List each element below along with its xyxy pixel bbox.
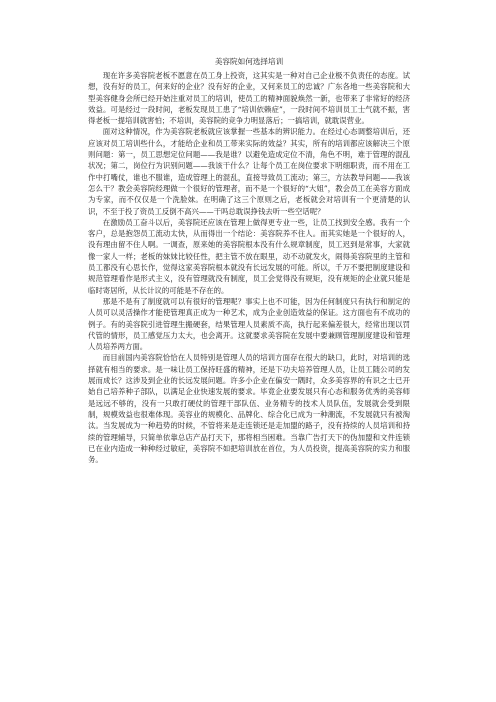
paragraph-3: 在激励员工奋斗以后，美容院还应该在管理上做得更专业一些，让员工找到安全感。我有一个客户，总是抱怨员工流动太快，从而得出一个结论：美容院养不住人。而其实她是一个很好的人，没有理由留不住人啊。一调查，原来她的美容院根本没有什么规章制度，员工迟到是常事，大家就像一家人一样；老板的妹妹比较任性，把主管不放在眼里，动不动就发火，闹得美容院里的主管和员工都没有心思长作，觉得这家美容院根本就没有长远发展的可能。所以，千万不要把制度建设和规范管理看作是形式主义，没有管理就没有制度，员工会觉得没有规矩，没有规矩的企业就只能是临时寄居所，从长计议的可能是不存在的。 <box>88 217 410 295</box>
paragraph-2: 面对这种情况，作为美容院老板就应该掌握一些基本的辨识能力。在经过心态调整培训后，还应该对员工培训些什么，才能给企业和员工带来实际的效益？其实，所有的培训都应该解决三个原则问题：第一，员工思想定位问题——我是谁？以避免造成定位不清，角色不明，难于管理的混乱状况；第二，岗位行为识别问题——我该干什么？让每个员工在岗位要求下明细职责，而不用在工作中打嘴仗，谁也不服谁，造成管理上的混乱，直接导致员工流动；第三，方法教导问题——我该怎么干？教会美容院经理做一个很好的管理者，而不是一个很好的“大姐”，教会员工在美容方面成为专家，而不仅仅是一个洗脸妹。在明确了这三个原则之后，老板就会对培训有一个更清楚的认识，不至于投了资员工反倒不高兴——干吗总耽误挣钱去听一些空话呢？ <box>88 127 410 216</box>
document-title: 美容院如何选择培训 <box>214 57 284 66</box>
paragraph-1: 现在许多美容院老板不愿意在员工身上投资，这其实是一种对自己企业极不负责任的态度。试想，没有好的员工，何来好的企业？没有好的企业，又何来员工的忠诚？广东各地一些美容院和大型美容健身会所已经开始注重对员工的培训，使员工的精神面貌焕然一新，也带来了非常好的经济效益。可是经过一段时间，老板发现员工患了“培训依赖症”，一段时间不培训员工士气就不振，害得老板一提培训就害怕；不培训，美容院的竞争力明显落后；一搞培训，就耽误营业。 <box>88 71 410 126</box>
paragraph-4: 那是不是有了制度就可以有很好的管理呢？事实上也不可能，因为任何制度只有执行和制定的人员可以灵活操作才能使管理真正成为一种艺术，成为企业创造效益的保证。这方面也有不成功的例子。有的美容院引进管理生搬硬套，结果管理人员素质不高，执行起来偏差很大，经常出现以罚代管的情形，员工感觉压力太大，也会离开。这就要求美容院在发展中要兼顾管理制度建设和管理人员培养两方面。 <box>88 296 410 352</box>
paragraph-5: 而目前国内美容院恰恰在人员特别是管理人员的培训方面存在很大的缺口，此时，对培训的选择就有相当的要求。是一味让员工保持旺盛的精神，还是下功夫培养管理人员，让员工随公司的发展而成长？这涉及到企业的长远发展问题。许多小企业在偏安一隅时，众多美容界的有识之士已开始自己培养种子部队，以满足企业快速发展的要求。毕竟企业要发展只有心态和服务优秀的美容师是远远不够的，没有一只敢打硬仗的管理干部队伍、业务精专的技术人员队伍，发展就会受到限制，规模效益也很难体现。美容业的规模化、品牌化、综合化已成为一种潮流，不发展就只有被淘汰。当发展成为一种趋势的时候，不管将来是走连锁还是走加盟的路子，没有持续的人员培训和持续的管理辅导，只简单依靠总店产品打天下，那将相当困难。当靠广告打天下的伪加盟和文件连锁已在业内造成一种种经过敏症，美容院不如把培训放在首位，为人员投资，提高美容院的实力和服务。 <box>88 353 410 465</box>
document-body <box>88 56 410 465</box>
